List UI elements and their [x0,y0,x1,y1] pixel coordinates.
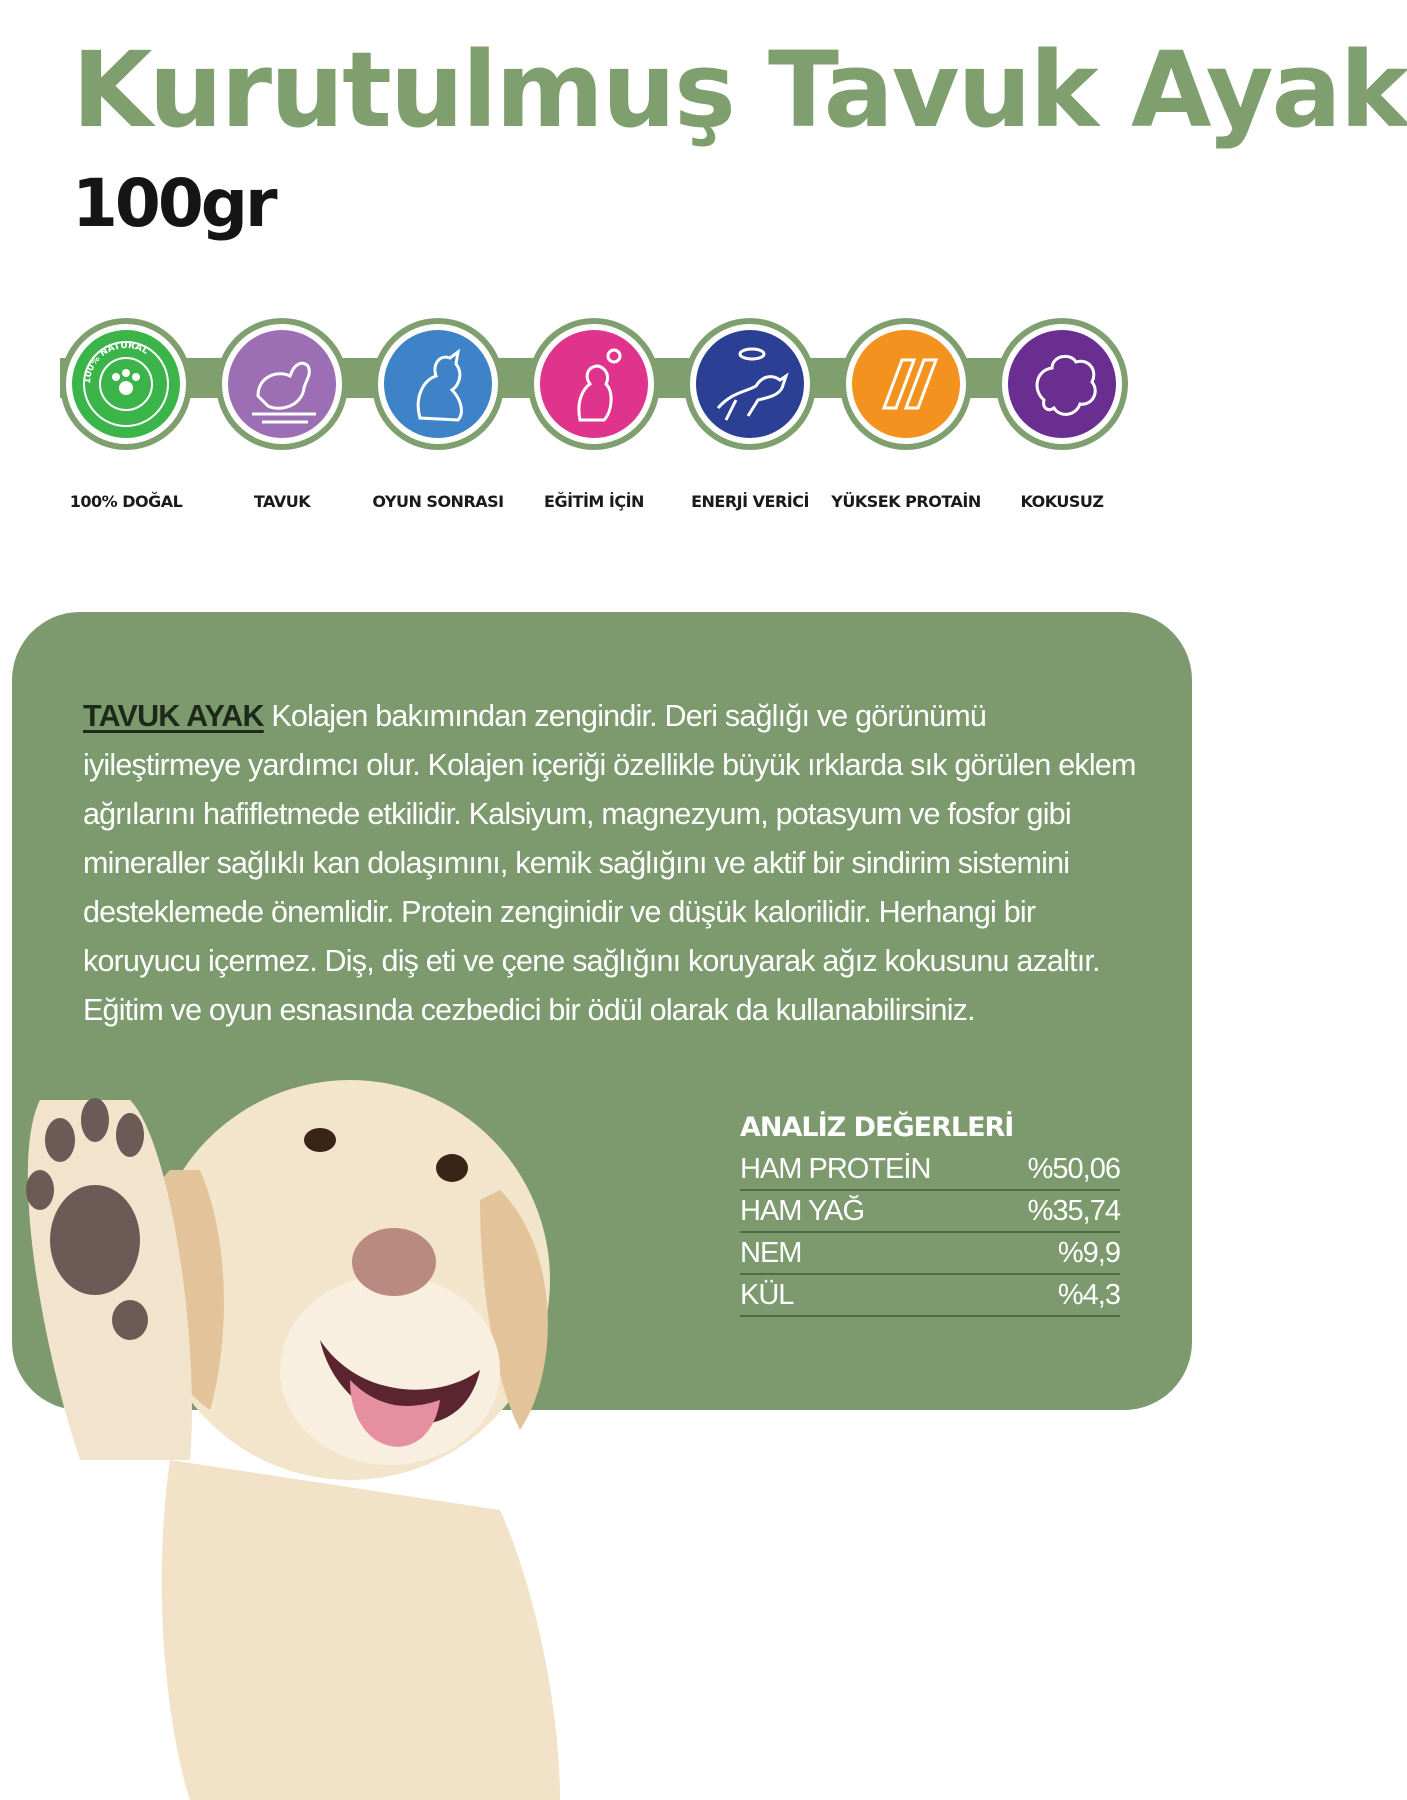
analysis-name: HAM YAĞ [740,1195,865,1227]
product-description [83,692,1143,1035]
natural-seal-icon [66,324,186,444]
feature-label: OYUN SONRASI [372,492,504,511]
analysis-table [740,1112,1120,1317]
description-lead: TAVUK AYAK [83,699,264,733]
analysis-name: KÜL [740,1279,794,1311]
seal-text: 100% NATURAL [82,340,150,385]
analysis-row [740,1233,1120,1275]
analysis-row [740,1275,1120,1317]
chicken-icon [222,324,342,444]
feature-label: KOKUSUZ [1020,492,1104,511]
analysis-name: NEM [740,1237,802,1269]
analysis-value: %35,74 [1027,1195,1120,1227]
analysis-name: HAM PROTEİN [740,1153,931,1185]
protein-icon [846,324,966,444]
analysis-row [740,1149,1120,1191]
analysis-value: %9,9 [1057,1237,1120,1269]
product-weight: 100gr [72,165,275,242]
analysis-value: %4,3 [1057,1279,1120,1311]
jumping-dog-icon [690,324,810,444]
analysis-value: %50,06 [1027,1153,1120,1185]
feature-label: TAVUK [253,492,311,511]
dog-illustration [0,1040,620,1800]
feature-label: 100% DOĞAL [69,492,183,511]
feature-icon-strip [0,310,1200,530]
begging-dog-icon [534,324,654,444]
odorless-icon [1002,324,1122,444]
feature-label: EĞİTİM İÇİN [544,492,644,511]
description-text: Kolajen bakımından zengindir. Deri sağlığı ve görünümü iyileştirmeye yardımcı olur. Kolajen içeriği özellikle büyük ırklarda sık görülen eklem ağrılarını hafifletmede etkilidir. Kalsiyum, magnezyum, potasyum ve fosfor gibi mineraller sağlıklı kan dolaşımını, kemik sağlığını ve aktif bir sindirim sistemini desteklemede önemlidir. Protein zenginidir ve düşük kalorilidir. Herhangi bir koruyucu içermez. Diş, diş eti ve çene sağlığını koruyarak ağız kokusunu azaltır. Eğitim ve oyun esnasında cezbedici bir ödül olarak da kullanabilirsiniz. [83,699,1136,1027]
analysis-title: ANALİZ DEĞERLERİ [740,1112,1014,1143]
analysis-row [740,1191,1120,1233]
feature-label: YÜKSEK PROTAİN [831,492,981,511]
sitting-dog-icon [378,324,498,444]
product-title: Kurutulmuş Tavuk Ayak [72,29,1407,151]
feature-label: ENERJİ VERİCİ [691,492,809,511]
